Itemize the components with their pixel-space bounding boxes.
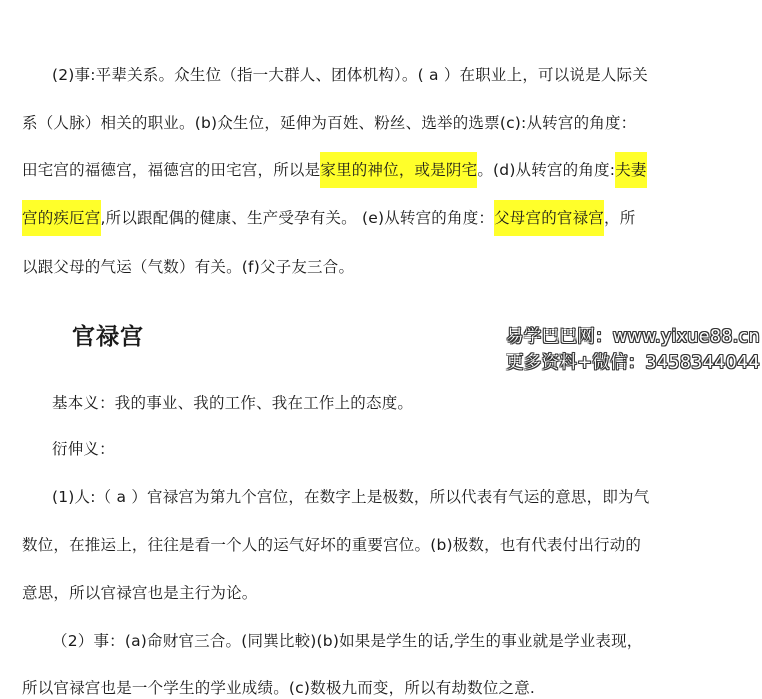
paragraph-line: (2)事:平辈关系。众生位（指一大群人、团体机构）。( a ）在职业上，可以说是人际关	[52, 66, 648, 84]
paragraph-line: (1)人:（ a ）官禄宫为第九个宫位，在数字上是极数，所以代表有气运的意思，即为气	[52, 488, 650, 506]
basic-meaning: 基本义：我的事业、我的工作、我在工作上的态度。	[52, 394, 414, 412]
paragraph-line: （2）事：(a)命财官三合。(同巽比較)(b)如果是学生的话,学生的事业就是学业表现，	[52, 632, 643, 650]
text-run: ,所以跟配偶的健康、生产受孕有关。 (e)从转宫的角度：	[100, 209, 495, 227]
highlighted-text: 夫妻	[615, 152, 646, 188]
text-run: 田宅宫的福德宫，福德宫的田宅宫，所以是	[22, 161, 321, 179]
highlighted-text: 家里的神位，或是阴宅	[320, 152, 477, 188]
paragraph-line: 数位，在推运上，往往是看一个人的运气好坏的重要宫位。(b)极数，也有代表付出行动的	[22, 536, 642, 554]
watermark-line: 易学巴巴网：www.yixue88.cn	[506, 327, 760, 347]
paragraph-line	[22, 207, 635, 229]
text-run: 。(d)从转宫的角度:	[477, 161, 616, 179]
highlighted-text: 父母宫的官禄宫	[494, 200, 604, 236]
watermark-line: 更多资料+微信：3458344044	[506, 353, 760, 373]
highlighted-text: 宫的疾厄宫	[22, 200, 101, 236]
paragraph-line	[22, 159, 647, 181]
paragraph-line: 意思，所以官禄宫也是主行为论。	[22, 584, 258, 602]
section-title: 官禄宫	[72, 324, 144, 350]
extended-label: 衍伸义：	[52, 440, 115, 458]
paragraph-line: 系（人脉）相关的职业。(b)众生位，延伸为百姓、粉丝、选举的选票(c):从转宫的角度：	[22, 114, 637, 132]
paragraph-line: 以跟父母的气运（气数）有关。(f)父子友三合。	[22, 258, 355, 276]
text-run: ，所	[604, 209, 636, 227]
paragraph-line: 所以官禄宫也是一个学生的学业成绩。(c)数极九而变，所以有劫数位之意.	[22, 679, 536, 697]
